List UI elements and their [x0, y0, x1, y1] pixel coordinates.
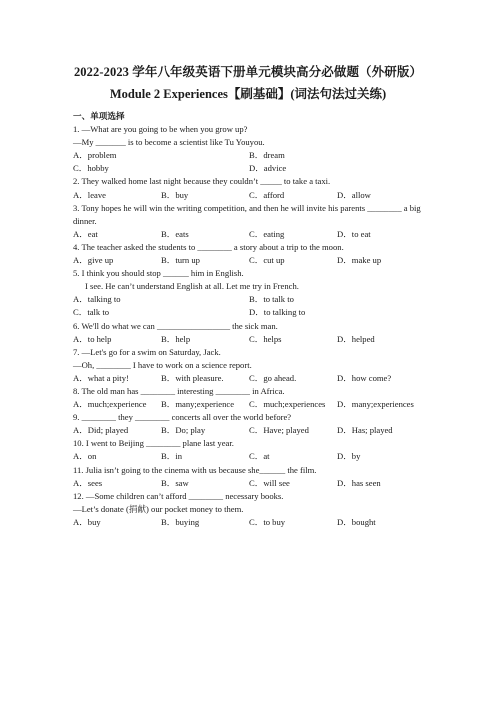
option-b: B．buy — [161, 189, 189, 200]
option-d: D．bought — [337, 516, 376, 527]
option-b: B．dream — [249, 150, 285, 161]
options-row — [73, 306, 425, 319]
option-a: A．problem — [73, 150, 117, 161]
option-a: A．what a pity! — [73, 372, 129, 383]
question-4 — [73, 241, 425, 267]
option-c: C．at — [249, 451, 270, 462]
document-subtitle: Module 2 Experiences【刷基础】(词法句法过关练) — [109, 87, 387, 101]
question-stem: 1. —What are you going to be when you grow up? — [73, 124, 248, 135]
option-d: D．to talking to — [249, 307, 306, 318]
question-3 — [73, 202, 425, 241]
question-6 — [73, 320, 425, 346]
option-b: B．to talk to — [249, 294, 294, 305]
option-b: B．Do; play — [161, 425, 206, 436]
question-stem: —Oh, ________ I have to work on a science report. — [73, 359, 252, 370]
question-8 — [73, 385, 425, 411]
option-a: A．on — [73, 451, 97, 462]
document-title: 2022-2023 学年八年级英语下册单元模块高分必做题（外研版） — [73, 65, 423, 79]
question-stem: 8. The old man has ________ interesting ________ in Africa. — [73, 385, 285, 396]
options-row — [73, 162, 425, 175]
option-d: D．by — [337, 451, 361, 462]
question-5 — [73, 267, 425, 319]
option-c: C．hobby — [73, 163, 109, 174]
option-a: A．to help — [73, 333, 112, 344]
question-stem: 6. We'll do what we can _________________ the sick man. — [73, 320, 278, 331]
option-b: B．with pleasure. — [161, 372, 224, 383]
option-c: C．helps — [249, 333, 282, 344]
question-2 — [73, 175, 425, 201]
options-row — [73, 477, 425, 490]
option-d: D．advice — [249, 163, 287, 174]
question-stem: I see. He can’t understand English at all. Let me try in French. — [85, 281, 299, 292]
option-b: B．buying — [161, 516, 200, 527]
question-12 — [73, 490, 425, 529]
question-1 — [73, 123, 425, 175]
question-stem: 4. The teacher asked the students to ________ a story about a trip to the moon. — [73, 241, 344, 252]
option-c: C．talk to — [73, 307, 110, 318]
options-row — [73, 372, 425, 385]
option-c: C．much;experiences — [249, 399, 326, 410]
question-stem: —Let’s donate (捐献) our pocket money to them. — [73, 503, 244, 514]
option-c: C．eating — [249, 228, 285, 239]
option-c: C．cut up — [249, 255, 285, 266]
options-row — [73, 424, 425, 437]
option-d: D．helped — [337, 333, 375, 344]
option-b: B．many;experience — [161, 399, 235, 410]
option-a: A．eat — [73, 228, 98, 239]
option-a: A．buy — [73, 516, 101, 527]
question-stem: 10. I went to Beijing ________ plane last year. — [73, 438, 234, 449]
option-c: C．will see — [249, 477, 290, 488]
option-d: D．has seen — [337, 477, 381, 488]
options-row — [73, 333, 425, 346]
question-stem: 11. Julia isn’t going to the cinema with us because she______ the film. — [73, 464, 317, 475]
option-d: D．allow — [337, 189, 371, 200]
option-a: A．much;experience — [73, 399, 147, 410]
option-a: A．Did; played — [73, 425, 129, 436]
option-b: B．turn up — [161, 255, 200, 266]
question-list — [73, 108, 425, 529]
question-stem: 3. Tony hopes he will win the writing competition, and then he will invite his parents ________ a big dinner. — [73, 202, 421, 226]
option-b: B．eats — [161, 228, 189, 239]
question-stem: 9. ________ they ________ concerts all over the world before? — [73, 412, 292, 423]
question-7 — [73, 346, 425, 385]
option-d: D．how come? — [337, 372, 392, 383]
option-b: B．help — [161, 333, 191, 344]
question-10 — [73, 437, 425, 463]
question-stem: 2. They walked home last night because they couldn’t _____ to take a taxi. — [73, 176, 331, 187]
option-c: C．go ahead. — [249, 372, 297, 383]
question-stem: 7. —Let's go for a swim on Saturday, Jack. — [73, 346, 221, 357]
options-row — [73, 516, 425, 529]
option-a: A．talking to — [73, 294, 121, 305]
option-d: D．many;experiences — [337, 399, 414, 410]
option-b: B．in — [161, 451, 183, 462]
question-stem: —My _______ is to become a scientist like Tu Youyou. — [73, 137, 265, 148]
option-b: B．saw — [161, 477, 189, 488]
question-9 — [73, 411, 425, 437]
question-stem: 5. I think you should stop ______ him in English. — [73, 268, 244, 279]
question-11 — [73, 464, 425, 490]
option-d: D．to eat — [337, 228, 371, 239]
option-c: C．to buy — [249, 516, 286, 527]
options-row — [73, 189, 425, 202]
options-row — [73, 149, 425, 162]
option-d: D．make up — [337, 255, 382, 266]
option-a: A．give up — [73, 255, 114, 266]
options-row — [73, 398, 425, 411]
options-row — [73, 254, 425, 267]
option-a: A．sees — [73, 477, 103, 488]
option-d: D．Has; played — [337, 425, 393, 436]
option-c: C．afford — [249, 189, 285, 200]
options-row — [73, 228, 425, 241]
options-row — [73, 293, 425, 306]
options-row — [73, 450, 425, 463]
option-c: C．Have; played — [249, 425, 309, 436]
question-stem: 12. —Some children can’t afford ________ necessary books. — [73, 490, 284, 501]
section-heading: 一、单项选择 — [73, 111, 125, 121]
option-a: A．leave — [73, 189, 106, 200]
